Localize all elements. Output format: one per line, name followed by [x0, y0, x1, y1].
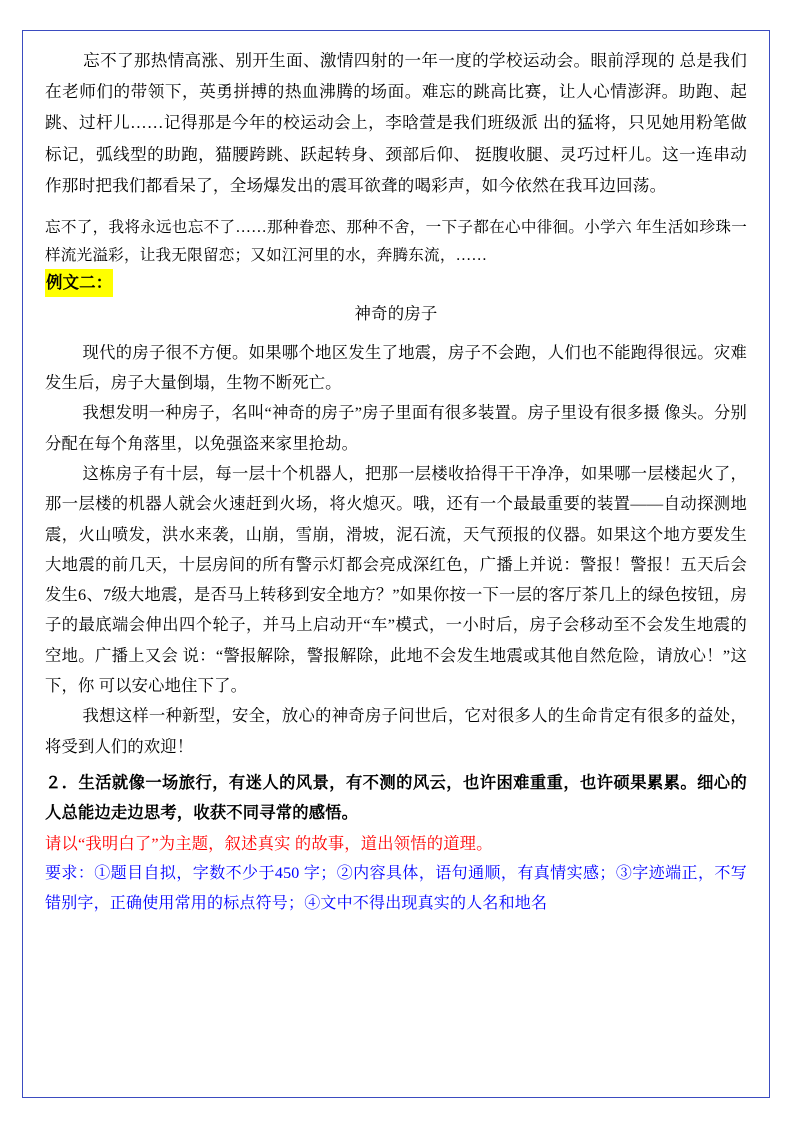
document-frame [22, 30, 770, 1098]
document-body [23, 31, 769, 930]
highlight-label-line [45, 269, 747, 297]
paragraph-modern-house: 现代的房子很不方便。如果哪个地区发生了地震，房子不会跑，人们也不能跑得很远。灾难发生后，房子大量倒塌，生物不断死亡。 [45, 342, 747, 393]
essay-title: 神奇的房子 [354, 304, 438, 324]
prompt-statement: ２．生活就像一场旅行，有迷人的风景，有不测的风云，也许困难重重，也许硕果累累。细心的人总能边走边思考，收获不同寻常的感悟。 [45, 772, 747, 823]
paragraph-spacer [45, 201, 747, 214]
paragraph-invention: 我想发明一种房子，名叫“神奇的房子”房子里面有很多装置。房子里设有很多摄 像头。分别分配在每个角落里，以免强盗来家里抢劫。 [45, 403, 747, 453]
prompt-requirements: 要求：①题目自拟，字数不少于450 字；②内容具体，语句通顺，有真情实感；③字迹端正，不写错别字，正确使用常用的标点符号；④文中不得出现真实的人名和地名 [45, 864, 747, 913]
highlight-label: 例文二： [45, 269, 113, 297]
paragraph-ten-floors: 这栋房子有十层，每一层十个机器人，把那一层楼收拾得干干净净，如果哪一层楼起火了，那一层楼的机器人就会火速赶到火场，将火熄灭。哦，还有一个最最重要的装置——自动探测地震，火山喷发，洪水来袭，山崩，雪崩，滑坡，泥石流，天气预报的仪器。如果这个地方要发生大地震的前几天，十层房间的所有警示灯都会亮成深红色，广播上并说：警报！警报！五天后会发生6、7级大地震，是否马上转移到安全地方？”如果你按一下一层的客厅茶几上的绿色按钮，房子的最底端会伸出四个轮子，并马上启动开“车”模式，一小时后，房子会移动至不会发生地震的空地。广播上又会 说：“警报解除，警报解除，此地不会发生地震或其他自然危险，请放心！”这下，你 可以安心地住下了。 [45, 463, 747, 696]
paragraph-sports-meet: 忘不了那热情高涨、别开生面、激情四射的一年一度的学校运动会。眼前浮现的 总是我们在老师们的带领下，英勇拼搏的热血沸腾的场面。难忘的跳高比赛，让人心情澎湃。助跑、起跳、过杆儿……记得那是今年的校运动会上，李晗萱是我们班级派 出的猛将，只见她用粉笔做标记，弧线型的助跑，猫腰跨跳、跃起转身、颈部后仰、 挺腹收腿、灵巧过杆儿。这一连串动作那时把我们都看呆了，全场爆发出的震耳欲聋的喝彩声，如今依然在我耳边回荡。 [45, 51, 747, 195]
paragraph-farewell: 忘不了，我将永远也忘不了……那种眷恋、那种不舍，一下子都在心中徘徊。小学六 年生活如珍珠一样流光溢彩，让我无限留恋；又如江河里的水，奔腾东流，…… [45, 218, 747, 264]
prompt-topic: 请以“我明白了”为主题，叙述真实 的故事，道出领悟的道理。 [45, 833, 493, 853]
paragraph-wish: 我想这样一种新型，安全，放心的神奇房子问世后，它对很多人的生命肯定有很多的益处，将受到人们的欢迎！ [45, 706, 747, 756]
